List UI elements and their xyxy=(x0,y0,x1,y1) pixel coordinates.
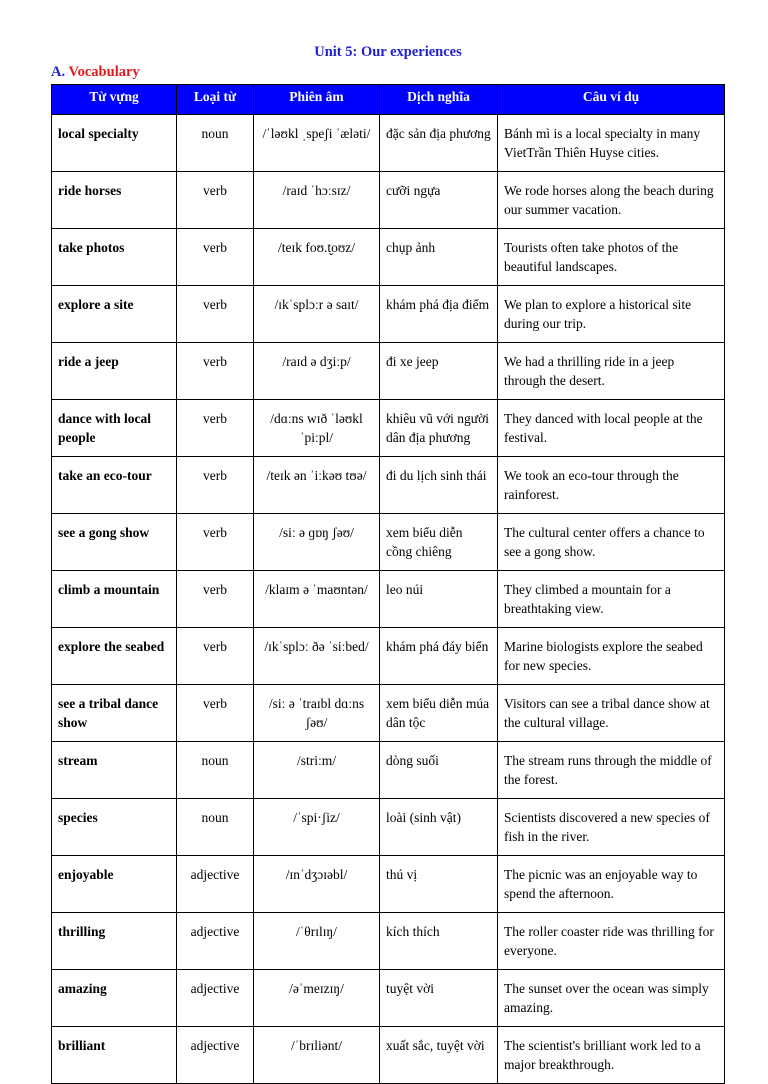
example-cell: We had a thrilling ride in a jeep through the desert. xyxy=(498,343,725,400)
word-cell: climb a mountain xyxy=(52,571,177,628)
table-row xyxy=(52,571,725,628)
ipa-cell: /teɪk ən ˈiːkəʊ tʊə/ xyxy=(254,457,380,514)
word-cell: take photos xyxy=(52,229,177,286)
table-row xyxy=(52,286,725,343)
table-row xyxy=(52,913,725,970)
ipa-cell: /klaɪm ə ˈmaʊntən/ xyxy=(254,571,380,628)
meaning-cell: xem biểu diễn múa dân tộc xyxy=(380,685,498,742)
meaning-cell: đi du lịch sinh thái xyxy=(380,457,498,514)
meaning-cell: khám phá địa điểm xyxy=(380,286,498,343)
word-cell: ride a jeep xyxy=(52,343,177,400)
ipa-cell: /ˈθrɪlɪŋ/ xyxy=(254,913,380,970)
table-row xyxy=(52,799,725,856)
ipa-cell: /ɪkˈsplɔː ðə ˈsiːbed/ xyxy=(254,628,380,685)
example-cell: We rode horses along the beach during our summer vacation. xyxy=(498,172,725,229)
type-cell: verb xyxy=(177,343,254,400)
example-cell: They climbed a mountain for a breathtaking view. xyxy=(498,571,725,628)
ipa-cell: /striːm/ xyxy=(254,742,380,799)
page-title: Unit 5: Our experiences xyxy=(314,44,462,60)
table-row xyxy=(52,343,725,400)
table-row xyxy=(52,628,725,685)
word-cell: stream xyxy=(52,742,177,799)
type-cell: noun xyxy=(177,115,254,172)
table-row xyxy=(52,115,725,172)
type-cell: noun xyxy=(177,799,254,856)
example-cell: The roller coaster ride was thrilling for everyone. xyxy=(498,913,725,970)
word-cell: take an eco-tour xyxy=(52,457,177,514)
meaning-cell: cưỡi ngựa xyxy=(380,172,498,229)
meaning-cell: chụp ảnh xyxy=(380,229,498,286)
word-cell: ride horses xyxy=(52,172,177,229)
meaning-cell: đi xe jeep xyxy=(380,343,498,400)
word-cell: see a gong show xyxy=(52,514,177,571)
section-name: Vocabulary xyxy=(68,64,140,80)
example-cell: We plan to explore a historical site during our trip. xyxy=(498,286,725,343)
table-row xyxy=(52,457,725,514)
type-cell: verb xyxy=(177,286,254,343)
example-cell: Bánh mì is a local specialty in many VietTrần Thiên Huyse cities. xyxy=(498,115,725,172)
type-cell: verb xyxy=(177,514,254,571)
table-row xyxy=(52,856,725,913)
meaning-cell: dòng suối xyxy=(380,742,498,799)
ipa-cell: /ˈləʊkl ˌspeʃi ˈæləti/ xyxy=(254,115,380,172)
ipa-cell: /raɪd ə dʒiːp/ xyxy=(254,343,380,400)
header-word: Từ vựng xyxy=(52,85,177,115)
word-cell: amazing xyxy=(52,970,177,1027)
table-row xyxy=(52,172,725,229)
type-cell: verb xyxy=(177,685,254,742)
header-meaning: Dịch nghĩa xyxy=(380,85,498,115)
table-row xyxy=(52,1027,725,1084)
meaning-cell: xem biểu diễn cồng chiêng xyxy=(380,514,498,571)
word-cell: enjoyable xyxy=(52,856,177,913)
example-cell: The picnic was an enjoyable way to spend the afternoon. xyxy=(498,856,725,913)
meaning-cell: khiêu vũ với người dân địa phương xyxy=(380,400,498,457)
meaning-cell: tuyệt vời xyxy=(380,970,498,1027)
meaning-cell: đặc sản địa phương xyxy=(380,115,498,172)
type-cell: verb xyxy=(177,628,254,685)
table-row xyxy=(52,514,725,571)
header-type: Loại từ xyxy=(177,85,254,115)
type-cell: verb xyxy=(177,571,254,628)
ipa-cell: /raɪd ˈhɔːsɪz/ xyxy=(254,172,380,229)
type-cell: verb xyxy=(177,172,254,229)
example-cell: The sunset over the ocean was simply amazing. xyxy=(498,970,725,1027)
example-cell: Marine biologists explore the seabed for new species. xyxy=(498,628,725,685)
section-letter: A. xyxy=(51,64,66,80)
example-cell: Scientists discovered a new species of fish in the river. xyxy=(498,799,725,856)
ipa-cell: /dɑːns wɪð ˈləʊkl ˈpiːpl/ xyxy=(254,400,380,457)
table-row xyxy=(52,742,725,799)
ipa-cell: /əˈmeɪzɪŋ/ xyxy=(254,970,380,1027)
type-cell: adjective xyxy=(177,856,254,913)
type-cell: noun xyxy=(177,742,254,799)
ipa-cell: /ɪkˈsplɔːr ə saɪt/ xyxy=(254,286,380,343)
meaning-cell: thú vị xyxy=(380,856,498,913)
example-cell: They danced with local people at the festival. xyxy=(498,400,725,457)
example-cell: The scientist's brilliant work led to a major breakthrough. xyxy=(498,1027,725,1084)
word-cell: see a tribal dance show xyxy=(52,685,177,742)
section-heading xyxy=(51,64,140,81)
word-cell: dance with local people xyxy=(52,400,177,457)
type-cell: verb xyxy=(177,457,254,514)
header-ipa: Phiên âm xyxy=(254,85,380,115)
header-example: Câu ví dụ xyxy=(498,85,725,115)
example-cell: We took an eco-tour through the rainforest. xyxy=(498,457,725,514)
meaning-cell: khám phá đáy biển xyxy=(380,628,498,685)
vocabulary-table xyxy=(51,84,725,1084)
table-row xyxy=(52,229,725,286)
type-cell: adjective xyxy=(177,1027,254,1084)
example-cell: The cultural center offers a chance to see a gong show. xyxy=(498,514,725,571)
word-cell: thrilling xyxy=(52,913,177,970)
word-cell: species xyxy=(52,799,177,856)
example-cell: Tourists often take photos of the beautiful landscapes. xyxy=(498,229,725,286)
ipa-cell: /ˈspi·ʃiz/ xyxy=(254,799,380,856)
table-header-row xyxy=(52,85,725,115)
type-cell: adjective xyxy=(177,970,254,1027)
ipa-cell: /ˈbrɪliənt/ xyxy=(254,1027,380,1084)
word-cell: explore the seabed xyxy=(52,628,177,685)
table-row xyxy=(52,970,725,1027)
example-cell: Visitors can see a tribal dance show at the cultural village. xyxy=(498,685,725,742)
ipa-cell: /teɪk foʊ.t̬oʊz/ xyxy=(254,229,380,286)
meaning-cell: leo núi xyxy=(380,571,498,628)
table-row xyxy=(52,400,725,457)
word-cell: local specialty xyxy=(52,115,177,172)
ipa-cell: /siː ə ɡɒŋ ʃəʊ/ xyxy=(254,514,380,571)
ipa-cell: /ɪnˈdʒɔɪəbl/ xyxy=(254,856,380,913)
table-row xyxy=(52,685,725,742)
word-cell: explore a site xyxy=(52,286,177,343)
meaning-cell: loài (sinh vật) xyxy=(380,799,498,856)
example-cell: The stream runs through the middle of the forest. xyxy=(498,742,725,799)
meaning-cell: kích thích xyxy=(380,913,498,970)
meaning-cell: xuất sắc, tuyệt vời xyxy=(380,1027,498,1084)
type-cell: adjective xyxy=(177,913,254,970)
word-cell: brilliant xyxy=(52,1027,177,1084)
ipa-cell: /siː ə ˈtraɪbl dɑːns ʃəʊ/ xyxy=(254,685,380,742)
type-cell: verb xyxy=(177,229,254,286)
type-cell: verb xyxy=(177,400,254,457)
